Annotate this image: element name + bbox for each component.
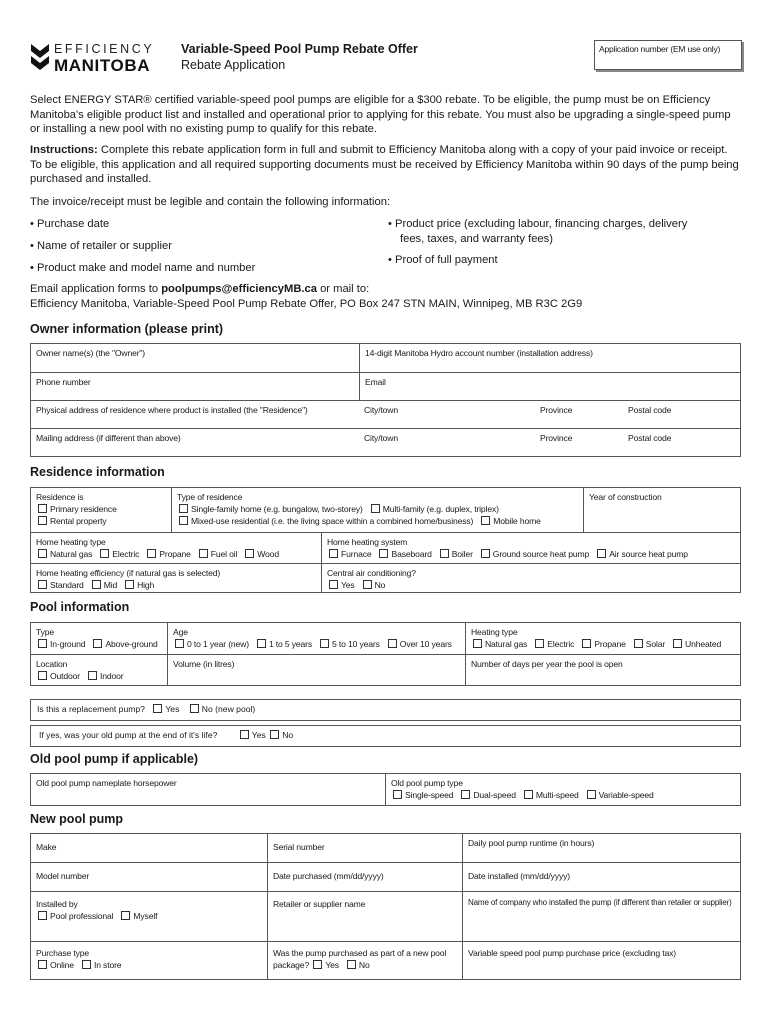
ac-no-label: No — [374, 580, 386, 590]
pool-type-cell — [31, 623, 167, 654]
pool-heat-solar-checkbox[interactable] — [634, 639, 643, 648]
pool-professional-checkbox[interactable] — [38, 911, 47, 920]
installed-by-label: Installed by — [36, 899, 78, 909]
sys-boiler-label: Boiler — [451, 549, 473, 559]
pool-heat-electric-label: Electric — [547, 639, 575, 649]
sys-baseboard-label: Baseboard — [391, 549, 432, 559]
single-speed-label: Single-speed — [405, 790, 454, 800]
sys-baseboard-checkbox[interactable] — [379, 549, 388, 558]
mailing-address-label: Mailing address (if different than above) — [36, 433, 181, 443]
variable-speed-label: Variable-speed — [598, 790, 654, 800]
form-subtitle: Rebate Application — [181, 58, 286, 72]
end-of-life-label: If yes, was your old pump at the end of it's life? — [39, 730, 218, 740]
dual-speed-label: Dual-speed — [473, 790, 516, 800]
email-post: or mail to: — [316, 283, 370, 295]
phone-field[interactable] — [31, 373, 359, 400]
owner-name-field[interactable] — [31, 344, 359, 372]
date-installed-field[interactable] — [462, 863, 740, 891]
installer-company-field[interactable] — [462, 892, 740, 941]
purchase-type-label: Purchase type — [36, 948, 89, 958]
date-purchased-label: Date purchased (mm/dd/yyyy) — [273, 871, 384, 881]
heat-wood-label: Wood — [257, 549, 279, 559]
heating-efficiency-label: Home heating efficiency (if natural gas is selected) — [36, 568, 221, 578]
pool-days-field[interactable] — [465, 655, 740, 685]
age-5-10-label: 5 to 10 years — [332, 639, 380, 649]
package-no-label: No — [358, 960, 370, 970]
indoor-checkbox[interactable] — [88, 671, 97, 680]
email-line — [30, 282, 742, 297]
heat-fuel-oil-checkbox[interactable] — [199, 549, 208, 558]
multi-speed-checkbox[interactable] — [524, 790, 533, 799]
pool-heat-propane-label: Propane — [594, 639, 626, 649]
city-label: City/town — [364, 433, 398, 443]
residence-is-label: Residence is — [36, 492, 84, 502]
old-pump-type-cell — [385, 774, 740, 805]
eff-standard-label: Standard — [50, 580, 84, 590]
variable-speed-checkbox[interactable] — [587, 790, 596, 799]
mailing-address-field[interactable] — [31, 429, 359, 456]
bullet-price-2: fees, taxes, and warranty fees) — [400, 233, 553, 245]
pool-heat-solar-label: Solar — [645, 639, 666, 649]
end-of-life-no-label: No — [282, 730, 294, 740]
pool-type-label: Type — [36, 627, 55, 637]
phone-label: Phone number — [36, 377, 91, 387]
pool-volume-field[interactable] — [167, 655, 465, 685]
age-over-10-label: Over 10 years — [399, 639, 452, 649]
owner-name-label: Owner name(s) (the "Owner") — [36, 348, 146, 358]
multi-family-label: Multi-family (e.g. duplex, triplex) — [382, 504, 499, 514]
pool-location-cell — [31, 655, 167, 685]
runtime-label: Daily pool pump runtime (in hours) — [468, 838, 595, 848]
pool-heat-propane-checkbox[interactable] — [582, 639, 591, 648]
invoice-requirements: The invoice/receipt must be legible and contain the following information: — [30, 196, 391, 208]
ac-no-checkbox[interactable] — [363, 580, 372, 589]
replacement-pump-box — [30, 699, 741, 721]
mixed-use-checkbox[interactable] — [179, 516, 188, 525]
primary-residence-checkbox[interactable] — [38, 504, 47, 513]
inground-checkbox[interactable] — [38, 639, 47, 648]
old-horsepower-label: Old pool pump nameplate horsepower — [36, 778, 177, 788]
logo-chevron-icon — [30, 42, 50, 74]
postal-label: Postal code — [628, 405, 672, 415]
province-label: Province — [540, 433, 573, 443]
pool-heat-gas-checkbox[interactable] — [473, 639, 482, 648]
heat-electric-checkbox[interactable] — [100, 549, 109, 558]
physical-address-field[interactable] — [31, 401, 359, 428]
replacement-yes-checkbox[interactable] — [153, 704, 162, 713]
multi-speed-label: Multi-speed — [535, 790, 579, 800]
age-new-checkbox[interactable] — [175, 639, 184, 648]
new-pump-section-title: New pool pump — [30, 812, 124, 826]
age-1-5-label: 1 to 5 years — [268, 639, 313, 649]
retailer-label: Retailer or supplier name — [273, 899, 366, 909]
package-yes-checkbox[interactable] — [313, 960, 322, 969]
sys-furnace-label: Furnace — [341, 549, 372, 559]
ac-yes-checkbox[interactable] — [329, 580, 338, 589]
instructions-text: Complete this rebate application form in full and submit to Efficiency Manitoba along with a copy of your paid invoice or receipt. To be eligible, this application and all required supporting documents must be received by Efficiency Manitoba within 90 days of the pump being purchased and installed. — [30, 144, 739, 186]
pool-days-label: Number of days per year the pool is open — [471, 659, 623, 669]
bullet-purchase-date: • Purchase date — [30, 218, 110, 230]
aboveground-checkbox[interactable] — [93, 639, 102, 648]
rental-property-label: Rental property — [50, 516, 107, 526]
heat-wood-checkbox[interactable] — [245, 549, 254, 558]
multi-family-checkbox[interactable] — [371, 504, 380, 513]
bullet-price-1: • Product price (excluding labour, financing charges, delivery — [388, 218, 688, 230]
age-1-5-checkbox[interactable] — [257, 639, 266, 648]
retailer-field[interactable] — [267, 892, 462, 941]
sys-ground-source-label: Ground source heat pump — [492, 549, 590, 559]
pool-section-title: Pool information — [30, 600, 130, 614]
in-store-checkbox[interactable] — [82, 960, 91, 969]
application-number-field[interactable]: Application number (EM use only) — [594, 40, 742, 70]
email-field[interactable] — [359, 373, 740, 400]
mailing-address: Efficiency Manitoba, Variable-Speed Pool Pump Rebate Offer, PO Box 247 STN MAIN, Winnipeg, MB R3C 2G9 — [30, 298, 583, 310]
residence-type-label: Type of residence — [177, 492, 243, 502]
age-over-10-checkbox[interactable] — [388, 639, 397, 648]
date-purchased-field[interactable] — [267, 863, 462, 891]
heat-propane-checkbox[interactable] — [147, 549, 156, 558]
pool-volume-label: Volume (in litres) — [173, 659, 235, 669]
mixed-use-label: Mixed-use residential (i.e. the living space within a combined home/business) — [191, 516, 474, 526]
owner-section-title: Owner information (please print) — [30, 322, 224, 336]
pool-location-label: Location — [36, 659, 68, 669]
heating-system-cell — [321, 533, 740, 563]
physical-city-field[interactable] — [359, 401, 535, 428]
efficiency-manitoba-logo — [30, 42, 160, 76]
outdoor-label: Outdoor — [50, 671, 81, 681]
sys-boiler-checkbox[interactable] — [440, 549, 449, 558]
eff-mid-checkbox[interactable] — [92, 580, 101, 589]
replacement-no-label: No (new pool) — [201, 704, 256, 714]
owner-table — [30, 343, 741, 457]
mobile-home-checkbox[interactable] — [481, 516, 490, 525]
make-field[interactable] — [31, 834, 267, 862]
physical-postal-field[interactable] — [623, 401, 740, 428]
old-pump-table — [30, 773, 741, 806]
physical-address-label: Physical address of residence where product is installed (the "Residence") — [36, 405, 308, 415]
old-horsepower-field[interactable] — [31, 774, 385, 805]
pool-heat-unheated-checkbox[interactable] — [673, 639, 682, 648]
heating-efficiency-cell — [31, 564, 321, 592]
heating-type-cell — [31, 533, 321, 563]
rental-property-checkbox[interactable] — [38, 516, 47, 525]
bullet-make-model: • Product make and model name and number — [30, 262, 256, 274]
make-label: Make — [36, 842, 57, 852]
instructions-paragraph — [30, 143, 742, 187]
pool-package-label: Was the pump purchased as part of a new pool package? — [273, 948, 447, 970]
primary-residence-label: Primary residence — [50, 504, 117, 514]
instructions-label: Instructions: — [30, 144, 98, 156]
mobile-home-label: Mobile home — [493, 516, 541, 526]
single-family-label: Single-family home (e.g. bungalow, two-storey) — [191, 504, 363, 514]
runtime-field[interactable] — [462, 834, 740, 862]
heat-fuel-oil-label: Fuel oil — [210, 549, 238, 559]
new-pump-table — [30, 833, 741, 980]
central-ac-label: Central air conditioning? — [327, 568, 416, 578]
pool-age-cell — [167, 623, 465, 654]
pool-professional-label: Pool professional — [50, 911, 114, 921]
year-construction-label: Year of construction — [589, 492, 662, 502]
sys-air-source-label: Air source heat pump — [609, 549, 688, 559]
pool-age-label: Age — [173, 627, 188, 637]
age-new-label: 0 to 1 year (new) — [187, 639, 249, 649]
package-no-checkbox[interactable] — [347, 960, 356, 969]
package-yes-label: Yes — [325, 960, 339, 970]
account-number-field[interactable] — [359, 344, 740, 372]
purchase-type-cell — [31, 942, 267, 979]
old-pump-type-label: Old pool pump type — [391, 778, 463, 788]
online-checkbox[interactable] — [38, 960, 47, 969]
eff-high-checkbox[interactable] — [125, 580, 134, 589]
ac-yes-label: Yes — [341, 580, 355, 590]
end-of-life-yes-checkbox[interactable] — [240, 730, 249, 739]
replacement-pump-label: Is this a replacement pump? — [37, 704, 145, 714]
serial-field[interactable] — [267, 834, 462, 862]
pool-package-cell — [267, 942, 462, 979]
account-number-label: 14-digit Manitoba Hydro account number (installation address) — [365, 348, 593, 358]
online-label: Online — [50, 960, 74, 970]
age-5-10-checkbox[interactable] — [320, 639, 329, 648]
sys-furnace-checkbox[interactable] — [329, 549, 338, 558]
email-pre: Email application forms to — [30, 283, 162, 295]
form-title: Variable-Speed Pool Pump Rebate Offer — [181, 42, 418, 56]
heat-natural-gas-checkbox[interactable] — [38, 549, 47, 558]
outdoor-checkbox[interactable] — [38, 671, 47, 680]
model-label: Model number — [36, 871, 90, 881]
bullet-retailer: • Name of retailer or supplier — [30, 240, 172, 252]
serial-label: Serial number — [273, 842, 325, 852]
mailing-city-field[interactable] — [359, 429, 535, 456]
city-label: City/town — [364, 405, 398, 415]
sys-ground-source-checkbox[interactable] — [481, 549, 490, 558]
residence-table — [30, 487, 741, 593]
model-field[interactable] — [31, 863, 267, 891]
pool-heating-label: Heating type — [471, 627, 518, 637]
email-label: Email — [365, 377, 386, 387]
heating-system-label: Home heating system — [327, 537, 408, 547]
logo-line1: EFFICIENCY — [54, 42, 155, 56]
postal-label: Postal code — [628, 433, 672, 443]
bullet-proof: • Proof of full payment — [388, 254, 498, 266]
pool-heat-electric-checkbox[interactable] — [535, 639, 544, 648]
header — [30, 40, 742, 80]
replacement-no-checkbox[interactable] — [190, 704, 199, 713]
residence-type-cell — [171, 488, 583, 532]
pool-table — [30, 622, 741, 686]
pool-heat-unheated-label: Unheated — [685, 639, 722, 649]
heat-propane-label: Propane — [159, 549, 191, 559]
eff-standard-checkbox[interactable] — [38, 580, 47, 589]
myself-label: Myself — [133, 911, 158, 921]
heat-natural-gas-label: Natural gas — [50, 549, 93, 559]
myself-checkbox[interactable] — [121, 911, 130, 920]
single-speed-checkbox[interactable] — [393, 790, 402, 799]
in-store-label: In store — [93, 960, 122, 970]
installed-by-cell — [31, 892, 267, 941]
end-of-life-box — [30, 725, 741, 747]
old-pump-section-title: Old pool pump if applicable) — [30, 752, 199, 766]
central-ac-cell — [321, 564, 740, 592]
mailing-postal-field[interactable] — [623, 429, 740, 456]
heating-type-label: Home heating type — [36, 537, 106, 547]
province-label: Province — [540, 405, 573, 415]
residence-section-title: Residence information — [30, 465, 165, 479]
purchase-price-field[interactable] — [462, 942, 740, 979]
dual-speed-checkbox[interactable] — [461, 790, 470, 799]
pool-heat-gas-label: Natural gas — [485, 639, 528, 649]
end-of-life-yes-label: Yes — [251, 730, 266, 740]
aboveground-label: Above-ground — [105, 639, 158, 649]
mailing-province-field[interactable] — [535, 429, 623, 456]
eff-mid-label: Mid — [103, 580, 118, 590]
heat-electric-label: Electric — [112, 549, 140, 559]
inground-label: In-ground — [50, 639, 86, 649]
intro-paragraph: Select ENERGY STAR® certified variable-speed pool pumps are eligible for a $300 rebate. To be eligible, the pump must be on Efficiency Manitoba's eligible product list and installed and operational prior to applying for this rebate. You must also be upgrading a single-speed pump or installing a new pool with no existing pump to qualify for this rebate. — [30, 94, 731, 136]
sys-air-source-checkbox[interactable] — [597, 549, 606, 558]
end-of-life-no-checkbox[interactable] — [270, 730, 279, 739]
replacement-yes-label: Yes — [165, 704, 180, 714]
installer-company-label: Name of company who installed the pump (if different than retailer or supplier) — [468, 898, 732, 907]
email-link[interactable]: poolpumps@efficiencyMB.ca — [161, 283, 317, 295]
residence-is-cell — [31, 488, 171, 532]
logo-line2: MANITOBA — [54, 56, 151, 75]
indoor-label: Indoor — [100, 671, 124, 681]
year-construction-field[interactable] — [583, 488, 740, 532]
single-family-checkbox[interactable] — [179, 504, 188, 513]
purchase-price-label: Variable speed pool pump purchase price (excluding tax) — [468, 948, 676, 958]
eff-high-label: High — [137, 580, 155, 590]
date-installed-label: Date installed (mm/dd/yyyy) — [468, 871, 570, 881]
physical-province-field[interactable] — [535, 401, 623, 428]
pool-heating-cell — [465, 623, 740, 654]
